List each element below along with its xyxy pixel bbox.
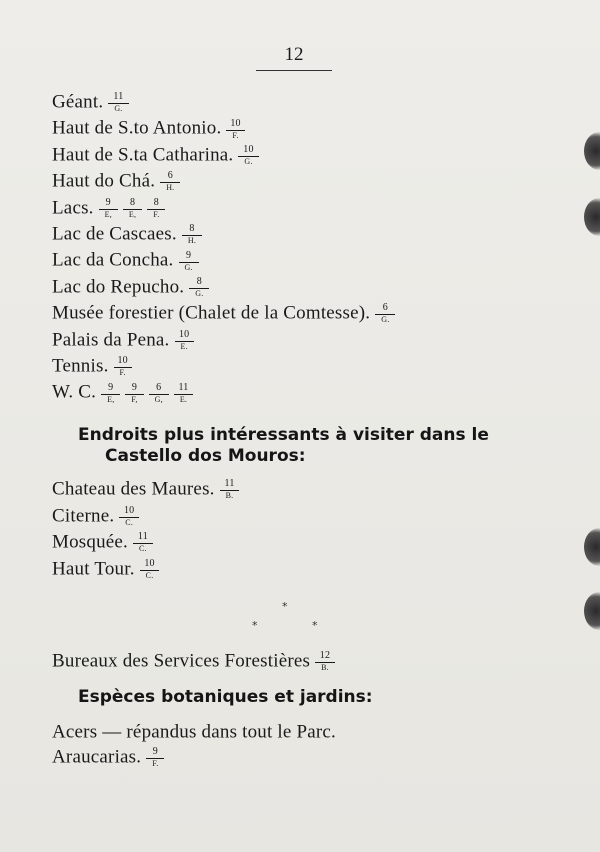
map-reference-grid: C. — [133, 543, 153, 553]
entry-label: Araucarias. — [52, 746, 142, 768]
map-reference — [182, 224, 202, 245]
map-reference — [189, 277, 209, 298]
index-entry — [52, 355, 132, 378]
map-reference-number: 10 — [243, 143, 254, 155]
map-reference-number: 9 — [185, 249, 192, 261]
map-reference — [315, 651, 335, 672]
map-reference-grid: G. — [375, 314, 395, 324]
map-reference — [125, 383, 143, 404]
map-reference-grid: E. — [174, 394, 193, 404]
map-reference-grid: C. — [119, 517, 139, 527]
entry-label: Citerne. — [52, 505, 115, 527]
map-reference — [101, 383, 120, 404]
map-reference-grid: F. — [226, 130, 244, 140]
map-reference-number: 6 — [167, 170, 173, 182]
entry-label: Haut de S.ta Catharina. — [52, 144, 234, 166]
index-entry — [52, 329, 194, 352]
map-reference-number: 8 — [153, 196, 159, 208]
map-reference-grid: G. — [189, 288, 209, 298]
bleed-through-text — [330, 95, 335, 115]
entry-label: Mosquée. — [52, 531, 129, 553]
index-entry — [52, 144, 259, 167]
map-reference-number: 8 — [129, 196, 136, 208]
map-reference-number: 9 — [131, 381, 138, 393]
map-reference — [146, 747, 164, 768]
map-reference — [147, 198, 165, 219]
section-heading-castello — [78, 425, 538, 467]
entry-label: Tennis. — [52, 355, 109, 377]
map-reference — [175, 330, 194, 351]
map-reference — [140, 559, 160, 580]
asterism-star: * — [252, 619, 258, 632]
map-reference-grid: C. — [140, 570, 160, 580]
map-reference — [179, 251, 199, 272]
section-heading-line-1: Endroits plus intéressants à visiter dans le — [78, 425, 489, 445]
section-heading-botanical: Espèces botaniques et jardins: — [78, 687, 373, 707]
map-reference — [238, 145, 258, 166]
index-entry — [52, 302, 395, 325]
index-entry — [52, 531, 153, 554]
map-reference — [123, 198, 142, 219]
map-reference-number: 10 — [178, 328, 190, 340]
binding-hole — [584, 528, 600, 566]
map-reference-grid: H. — [182, 235, 202, 245]
map-reference-grid: F. — [146, 758, 164, 768]
map-reference-number: 6 — [156, 381, 162, 393]
map-reference-grid: B. — [220, 490, 240, 500]
binding-hole — [584, 592, 600, 630]
index-entry — [52, 721, 336, 744]
map-reference-number: 10 — [117, 355, 128, 367]
index-entry — [52, 249, 199, 272]
index-entry — [52, 505, 139, 528]
map-reference — [220, 479, 240, 500]
map-reference-number: 12 — [319, 650, 331, 662]
entry-label: Haut de S.to Antonio. — [52, 118, 222, 140]
page-number: 12 — [284, 44, 304, 65]
map-reference-number: 8 — [196, 275, 202, 287]
entry-label: W. C. — [52, 382, 97, 404]
index-entry — [52, 91, 129, 114]
index-entry — [52, 478, 239, 501]
entry-label: Haut do Chá. — [52, 170, 156, 192]
entry-label: Acers — répandus dans tout le Parc. — [52, 721, 337, 743]
map-reference-number: 6 — [382, 302, 388, 314]
map-reference-grid: G. — [179, 262, 199, 272]
map-reference — [108, 92, 128, 113]
map-reference-number: 11 — [224, 478, 235, 490]
index-entry — [52, 558, 159, 581]
map-reference-number: 9 — [105, 196, 111, 208]
map-reference — [174, 383, 193, 404]
entry-label: Bureaux des Services Forestières — [52, 650, 311, 672]
map-reference-grid: G. — [238, 156, 258, 166]
map-reference — [99, 198, 118, 219]
binding-hole — [584, 198, 600, 236]
map-reference-grid: B. — [315, 662, 335, 672]
entry-label: Chateau des Maures. — [52, 478, 215, 500]
index-entry — [52, 746, 164, 769]
map-reference-number: 11 — [137, 531, 148, 543]
index-entry — [52, 223, 202, 246]
entry-label: Lac de Cascaes. — [52, 223, 177, 245]
index-entry — [52, 117, 245, 140]
map-reference-grid: F. — [147, 209, 165, 219]
map-reference-grid: H. — [160, 182, 180, 192]
map-reference-grid: G, — [149, 394, 169, 404]
index-entry — [52, 197, 165, 220]
map-reference-number: 10 — [123, 504, 135, 516]
entry-label: Palais da Pena. — [52, 329, 170, 351]
entry-label: Géant. — [52, 91, 104, 113]
map-reference — [149, 383, 169, 404]
page-number-rule — [256, 70, 332, 71]
map-reference-grid: E, — [101, 394, 120, 404]
map-reference — [226, 119, 244, 140]
map-reference — [114, 356, 132, 377]
map-reference-number: 10 — [144, 557, 155, 569]
index-entry — [52, 170, 180, 193]
map-reference-number: 8 — [189, 223, 195, 235]
asterism-star: * — [282, 600, 288, 613]
map-reference — [160, 171, 180, 192]
map-reference-grid: G. — [108, 103, 128, 113]
index-entry — [52, 650, 335, 673]
map-reference-number: 11 — [113, 91, 124, 103]
map-reference-number: 11 — [178, 381, 189, 393]
map-reference-number: 9 — [108, 381, 114, 393]
map-reference-number: 9 — [152, 746, 158, 758]
map-reference — [133, 532, 153, 553]
map-reference-grid: F. — [114, 367, 132, 377]
map-reference-grid: E, — [123, 209, 142, 219]
asterism-star: * — [312, 619, 318, 632]
entry-label: Lac do Repucho. — [52, 276, 185, 298]
section-heading-line-2: Castello dos Mouros: — [105, 446, 306, 466]
map-reference-grid: E. — [175, 341, 194, 351]
map-reference-grid: E, — [99, 209, 118, 219]
entry-label: Musée forestier (Chalet de la Comtesse). — [52, 302, 371, 324]
index-entry — [52, 381, 193, 404]
entry-label: Haut Tour. — [52, 558, 135, 580]
entry-label: Lacs. — [52, 197, 94, 219]
binding-hole — [584, 132, 600, 170]
entry-label: Lac da Concha. — [52, 250, 174, 272]
map-reference-number: 10 — [230, 117, 241, 129]
index-entry — [52, 276, 209, 299]
map-reference-grid: F, — [125, 394, 143, 404]
map-reference — [375, 303, 395, 324]
map-reference — [119, 506, 139, 527]
